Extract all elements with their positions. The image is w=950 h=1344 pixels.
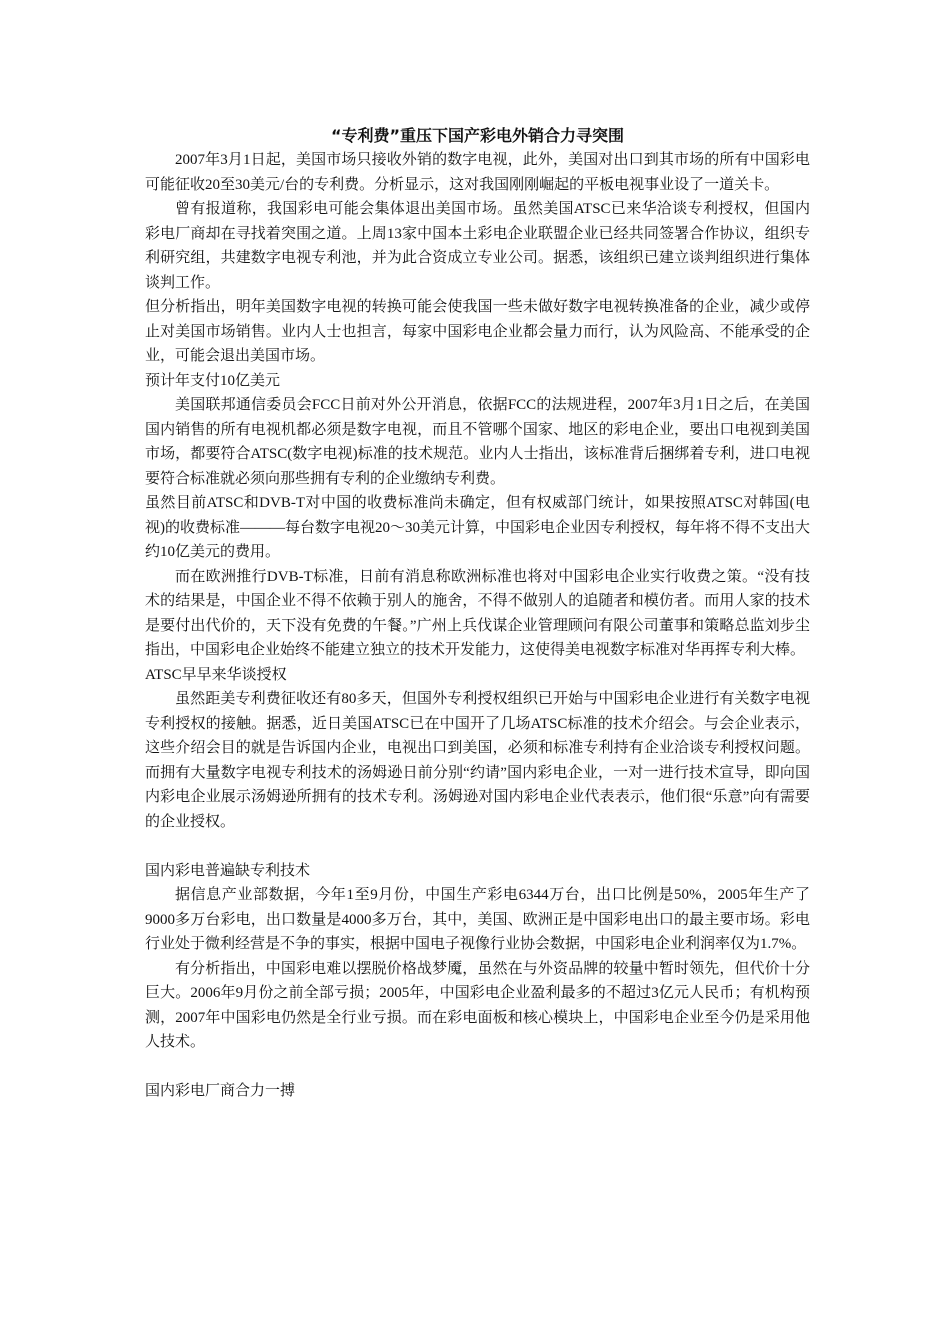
paragraph: 而在欧洲推行DVB-T标准，日前有消息称欧洲标准也将对中国彩电企业实行收费之策。“没有技术的结果是，中国企业不得不依赖于别人的施舍，不得不做别人的追随者和模仿者。而用人家的技术是要付出代价的，天下没有免费的午餐。”广州上兵伐谋企业管理顾问有限公司董事和策略总监刘步尘指出，中国彩电企业始终不能建立独立的技术开发能力，这使得美电视数字标准对华再挥专利大棒。: [145, 568, 810, 658]
section-heading: 国内彩电厂商合力一搏: [145, 1083, 296, 1099]
paragraph: 美国联邦通信委员会FCC日前对外公开消息，依据FCC的法规进程，2007年3月1日之后，在美国国内销售的所有电视机都必须是数字电视，而且不管哪个国家、地区的彩电企业，要出口电视到美国市场，都要符合ATSC(数字电视)标准的技术规范。业内人士指出，该标准背后捆绑着专利，进口电视要符合标准就必须向那些拥有专利的企业缴纳专利费。: [145, 397, 810, 487]
paragraph: 虽然距美专利费征收还有80多天，但国外专利授权组织已开始与中国彩电企业进行有关数字电视专利授权的接触。据悉，近日美国ATSC已在中国开了几场ATSC标准的技术介绍会。与会企业表示，这些介绍会目的就是告诉国内企业，电视出口到美国，必须和标准专利持有企业洽谈专利授权问题。 而拥有大量数字电视专利技术的汤姆逊日前分别“约请”国内彩电企业，一对一进行技术宣导，即向国内彩电企业展示汤姆逊所拥有的技术专利。汤姆逊对国内彩电企业代表表示，他们很“乐意”向有需要的企业授权。: [145, 691, 810, 830]
section-heading: ATSC早早来华谈授权: [145, 666, 287, 683]
blank-line: [145, 834, 810, 859]
section-heading: 国内彩电普遍缺专利技术: [145, 862, 311, 879]
paragraph: 有分析指出，中国彩电难以摆脱价格战梦魇，虽然在与外资品牌的较量中暂时领先，但代价十分巨大。2006年9月份之前全部亏损；2005年，中国彩电企业盈利最多的不超过3亿元人民币；有机构预测，2007年中国彩电仍然是全行业亏损。而在彩电面板和核心模块上，中国彩电企业至今仍是采用他人技术。: [145, 960, 810, 1050]
section-heading: 预计年支付10亿美元: [145, 372, 281, 389]
paragraph: 曾有报道称，我国彩电可能会集体退出美国市场。虽然美国ATSC已来华洽谈专利授权，但国内彩电厂商却在寻找着突围之道。上周13家中国本土彩电企业联盟企业已经共同签署合作协议，组织专利研究组，共建数字电视专利池，并为此合资成立专业公司。据悉，该组织已建立谈判组织进行集体谈判工作。: [145, 201, 810, 291]
document-page: [145, 124, 810, 1104]
paragraph: 2007年3月1日起，美国市场只接收外销的数字电视，此外，美国对出口到其市场的所有中国彩电可能征收20至30美元/台的专利费。分析显示，这对我国刚刚崛起的平板电视事业设了一道关卡。: [145, 152, 810, 193]
blank-line: [145, 1055, 810, 1080]
document-title: “专利费”重压下国产彩电外销合力寻突围: [330, 126, 625, 145]
document-body: [145, 148, 810, 1104]
paragraph: 但分析指出，明年美国数字电视的转换可能会使我国一些未做好数字电视转换准备的企业，减少或停止对美国市场销售。业内人士也担言，每家中国彩电企业都会量力而行，认为风险高、不能承受的企业，可能会退出美国市场。: [145, 299, 810, 364]
paragraph: 虽然目前ATSC和DVB-T对中国的收费标准尚未确定，但有权威部门统计，如果按照ATSC对韩国(电视)的收费标准———每台数字电视20～30美元计算，中国彩电企业因专利授权，每年将不得不支出大约10亿美元的费用。: [145, 495, 810, 560]
paragraph: 据信息产业部数据，今年1至9月份，中国生产彩电6344万台，出口比例是50%，2005年生产了9000多万台彩电，出口数量是4000多万台，其中，美国、欧洲正是中国彩电出口的最主要市场。彩电行业处于微利经营是不争的事实，根据中国电子视像行业协会数据，中国彩电企业利润率仅为1.7%。: [145, 887, 810, 952]
